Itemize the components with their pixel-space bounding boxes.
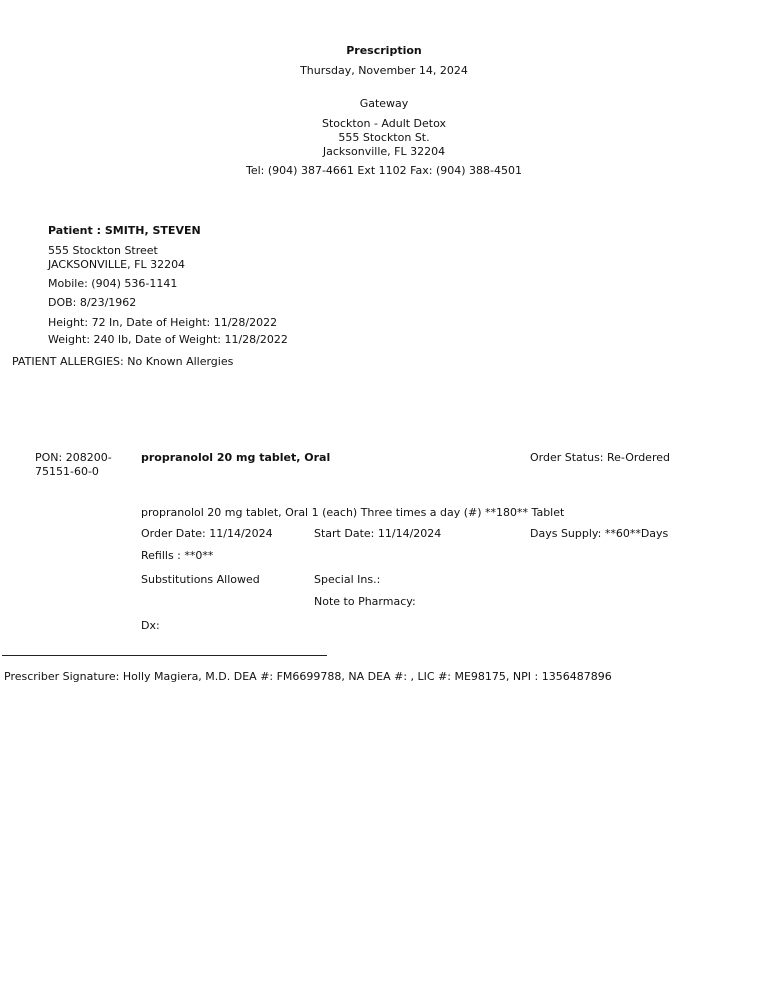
patient-dob: DOB: 8/23/1962 [48, 296, 137, 309]
patient-street: 555 Stockton Street [48, 244, 158, 257]
facility-contact: Tel: (904) 387-4661 Ext 1102 Fax: (904) 388-4501 [246, 164, 522, 177]
patient-allergies: PATIENT ALLERGIES: No Known Allergies [12, 355, 234, 368]
special-instructions: Special Ins.: [314, 573, 381, 586]
drug-sig: propranolol 20 mg tablet, Oral 1 (each) Three times a day (#) **180** Tablet [141, 506, 565, 519]
pon-number-line2: 75151-60-0 [35, 465, 99, 478]
substitutions: Substitutions Allowed [141, 573, 260, 586]
patient-mobile: Mobile: (904) 536-1141 [48, 277, 178, 290]
drug-title: propranolol 20 mg tablet, Oral [141, 451, 331, 464]
organization-name: Gateway [359, 97, 409, 110]
facility-city: Jacksonville, FL 32204 [322, 145, 446, 158]
note-to-pharmacy: Note to Pharmacy: [314, 595, 416, 608]
pon-number-line1: PON: 208200- [35, 451, 112, 464]
signature-line [2, 655, 327, 656]
days-supply: Days Supply: **60**Days [530, 527, 669, 540]
diagnosis: Dx: [141, 619, 160, 632]
patient-name: Patient : SMITH, STEVEN [48, 224, 201, 237]
order-date: Order Date: 11/14/2024 [141, 527, 273, 540]
prescription-date: Thursday, November 14, 2024 [300, 64, 468, 77]
start-date: Start Date: 11/14/2024 [314, 527, 442, 540]
patient-height: Height: 72 In, Date of Height: 11/28/2022 [48, 316, 278, 329]
refills: Refills : **0** [141, 549, 214, 562]
facility-street: 555 Stockton St. [338, 131, 430, 144]
prescriber-signature: Prescriber Signature: Holly Magiera, M.D. DEA #: FM6699788, NA DEA #: , LIC #: ME98175, NPI : 1356487896 [4, 670, 612, 683]
order-status: Order Status: Re-Ordered [530, 451, 670, 464]
patient-weight: Weight: 240 lb, Date of Weight: 11/28/2022 [48, 333, 288, 346]
facility-name: Stockton - Adult Detox [321, 117, 447, 130]
patient-city: JACKSONVILLE, FL 32204 [48, 258, 186, 271]
page-title: Prescription [346, 44, 422, 57]
